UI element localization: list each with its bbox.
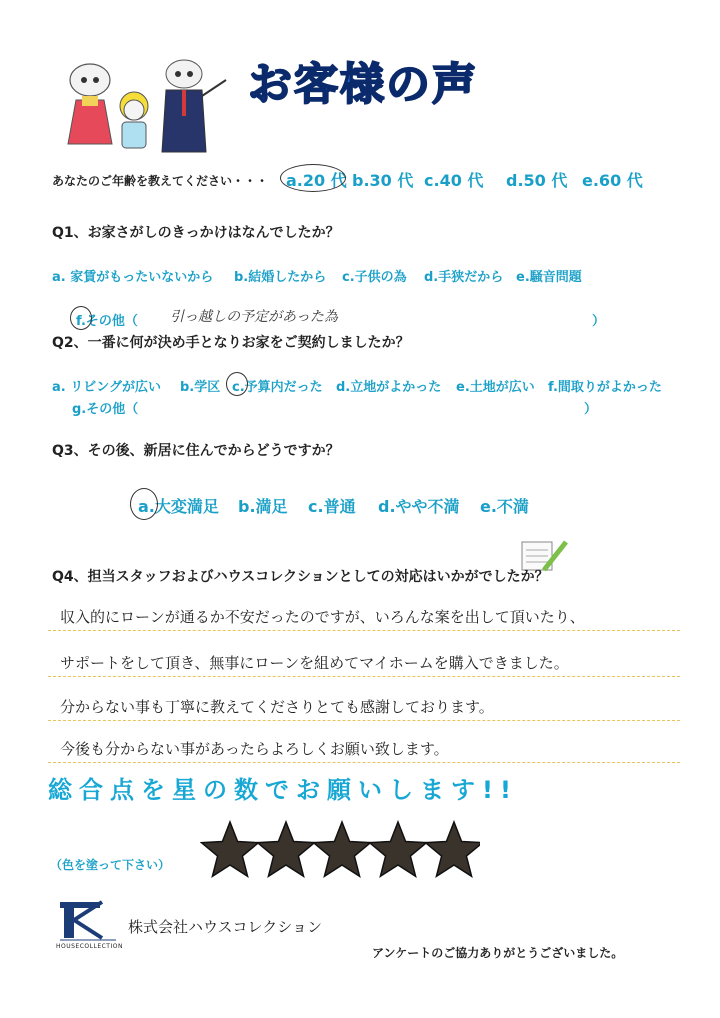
q3-option-b[interactable]: b.満足 bbox=[238, 497, 288, 516]
q1-option-c[interactable]: c.子供の為 bbox=[342, 270, 407, 285]
q2-option-g[interactable]: g.その他（ bbox=[72, 402, 139, 417]
star-rating[interactable] bbox=[200, 816, 480, 886]
rating-prompt: 総合点を星の数でお願いします!! bbox=[48, 776, 518, 804]
answer-underline bbox=[48, 630, 680, 631]
company-name: 株式会社ハウスコレクション bbox=[128, 918, 322, 936]
rating-instruction: （色を塗って下さい） bbox=[50, 858, 171, 872]
selected-circle-q1 bbox=[70, 306, 92, 330]
q1-option-f[interactable]: f.その他（ bbox=[76, 314, 138, 329]
age-option-60[interactable]: e.60 代 bbox=[582, 171, 643, 190]
q3-option-e[interactable]: e.不満 bbox=[480, 497, 529, 516]
age-option-50[interactable]: d.50 代 bbox=[506, 171, 568, 190]
mascot-characters-illustration bbox=[60, 56, 230, 156]
age-question: あなたのご年齢を教えてください・・・ bbox=[52, 174, 269, 188]
q2-option-e[interactable]: e.土地が広い bbox=[456, 380, 535, 395]
q4-answer-line-3: 分からない事も丁寧に教えてくださりとても感謝しております。 bbox=[60, 698, 494, 716]
page-title: お客様の声 bbox=[248, 59, 478, 110]
rating-star[interactable] bbox=[202, 822, 259, 876]
q1-other-close: ） bbox=[592, 314, 606, 329]
logo-caption: HOUSECOLLECTION bbox=[56, 943, 123, 950]
q2-option-c[interactable]: c.予算内だった bbox=[232, 380, 323, 395]
q1-option-a[interactable]: a. 家賃がもったいないから bbox=[52, 270, 214, 285]
q1-option-e[interactable]: e.騒音問題 bbox=[516, 270, 582, 285]
q1-option-d[interactable]: d.手狭だから bbox=[424, 270, 504, 285]
selected-circle-q3 bbox=[130, 488, 158, 520]
answer-underline bbox=[48, 676, 680, 677]
rating-star[interactable] bbox=[314, 822, 371, 876]
q1-question: Q1、お家さがしのきっかけはなんでしたか？ bbox=[52, 225, 340, 241]
q2-option-a[interactable]: a. リビングが広い bbox=[52, 380, 161, 395]
age-option-30[interactable]: b.30 代 bbox=[352, 171, 414, 190]
q2-question: Q2、一番に何が決め手となりお家をご契約しましたか？ bbox=[52, 335, 410, 351]
rating-star[interactable] bbox=[426, 822, 481, 876]
q4-answer-line-1: 収入的にローンが通るか不安だったのですが、いろんな案を出して頂いたり、 bbox=[60, 608, 585, 626]
q1-option-b[interactable]: b.結婚したから bbox=[234, 270, 327, 285]
age-option-20[interactable]: a.20 代 bbox=[286, 171, 347, 190]
rating-star[interactable] bbox=[370, 822, 427, 876]
selected-circle-q2 bbox=[226, 372, 248, 396]
q2-option-d[interactable]: d.立地がよかった bbox=[336, 380, 442, 395]
q2-option-b[interactable]: b.学区 bbox=[180, 380, 221, 395]
selected-circle-age bbox=[280, 164, 346, 192]
q2-option-f[interactable]: f.間取りがよかった bbox=[548, 380, 662, 395]
answer-underline bbox=[48, 720, 680, 721]
q3-option-a[interactable]: a.大変満足 bbox=[138, 497, 219, 516]
q1-other-answer: 引っ越しの予定があった為 bbox=[170, 309, 338, 325]
house-collection-logo bbox=[58, 898, 118, 944]
rating-star[interactable] bbox=[258, 822, 315, 876]
answer-underline bbox=[48, 762, 680, 763]
q4-answer-line-2: サポートをして頂き、無事にローンを組めてマイホームを購入できました。 bbox=[60, 654, 569, 672]
q3-option-d[interactable]: d.やや不満 bbox=[378, 497, 460, 516]
q2-other-close: ） bbox=[584, 402, 598, 417]
q4-answer-line-4: 今後も分からない事があったらよろしくお願い致します。 bbox=[60, 740, 449, 758]
q4-question: Q4、担当スタッフおよびハウスコレクションとしての対応はいかがでしたか？ bbox=[52, 569, 549, 585]
thanks-message: アンケートのご協力ありがとうございました。 bbox=[372, 946, 624, 960]
age-option-40[interactable]: c.40 代 bbox=[424, 171, 484, 190]
q3-option-c[interactable]: c.普通 bbox=[308, 497, 356, 516]
q3-question: Q3、その後、新居に住んでからどうですか？ bbox=[52, 443, 340, 459]
